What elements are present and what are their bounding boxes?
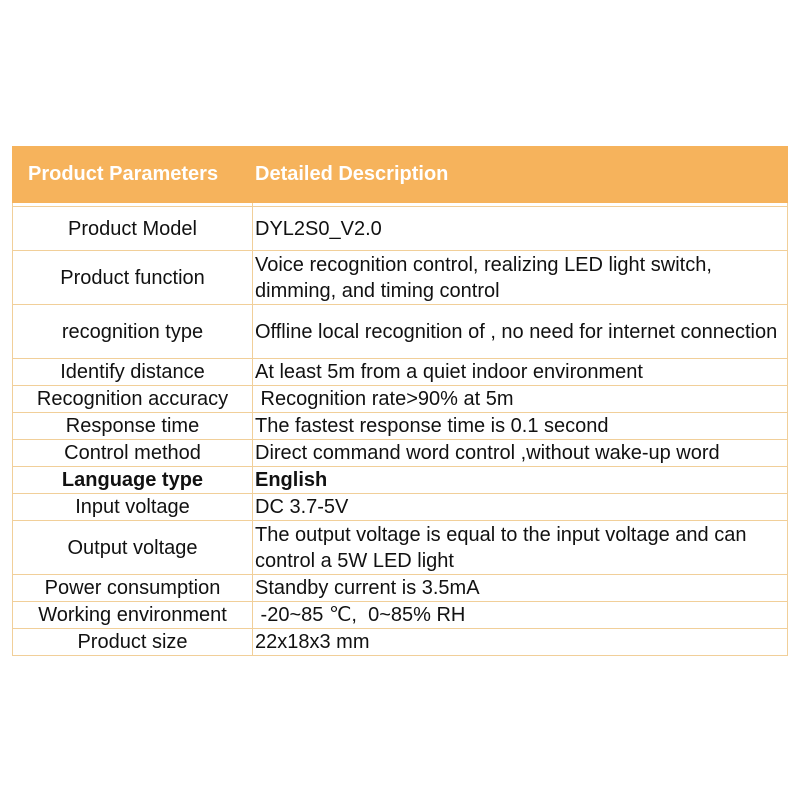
- header-desc: Detailed Description: [253, 147, 788, 203]
- param-cell: Power consumption: [13, 575, 253, 602]
- table-row: [13, 602, 788, 629]
- desc-cell: -20~85 ℃, 0~85% RH: [253, 602, 788, 629]
- desc-cell: DC 3.7-5V: [253, 494, 788, 521]
- table-row: [13, 575, 788, 602]
- desc-cell: 22x18x3 mm: [253, 629, 788, 656]
- param-cell: Working environment: [13, 602, 253, 629]
- param-cell: Product Model: [13, 207, 253, 251]
- spec-table: [12, 146, 788, 656]
- desc-cell: Standby current is 3.5mA: [253, 575, 788, 602]
- table-row: [13, 413, 788, 440]
- desc-cell: Offline local recognition of , no need for internet connection: [253, 305, 788, 359]
- table-row: [13, 251, 788, 305]
- param-cell: Input voltage: [13, 494, 253, 521]
- desc-cell: Voice recognition control, realizing LED light switch, dimming, and timing control: [253, 251, 788, 305]
- param-cell: Control method: [13, 440, 253, 467]
- table-row: [13, 494, 788, 521]
- param-cell: Product function: [13, 251, 253, 305]
- table-row: [13, 359, 788, 386]
- desc-cell: DYL2S0_V2.0: [253, 207, 788, 251]
- desc-cell: English: [253, 467, 788, 494]
- table-row: [13, 305, 788, 359]
- param-cell: Identify distance: [13, 359, 253, 386]
- param-cell: Recognition accuracy: [13, 386, 253, 413]
- table-row: [13, 440, 788, 467]
- param-cell: Response time: [13, 413, 253, 440]
- table-row: [13, 386, 788, 413]
- desc-cell: At least 5m from a quiet indoor environment: [253, 359, 788, 386]
- param-cell: Product size: [13, 629, 253, 656]
- param-cell: recognition type: [13, 305, 253, 359]
- desc-cell: The fastest response time is 0.1 second: [253, 413, 788, 440]
- table-row: [13, 467, 788, 494]
- desc-cell: The output voltage is equal to the input voltage and can control a 5W LED light: [253, 521, 788, 575]
- desc-cell: Recognition rate>90% at 5m: [253, 386, 788, 413]
- table-header-row: [13, 147, 788, 203]
- param-cell: Language type: [13, 467, 253, 494]
- table-row: [13, 207, 788, 251]
- header-param: Product Parameters: [13, 147, 253, 203]
- table-row: [13, 629, 788, 656]
- param-cell: Output voltage: [13, 521, 253, 575]
- table-row: [13, 521, 788, 575]
- desc-cell: Direct command word control ,without wake-up word: [253, 440, 788, 467]
